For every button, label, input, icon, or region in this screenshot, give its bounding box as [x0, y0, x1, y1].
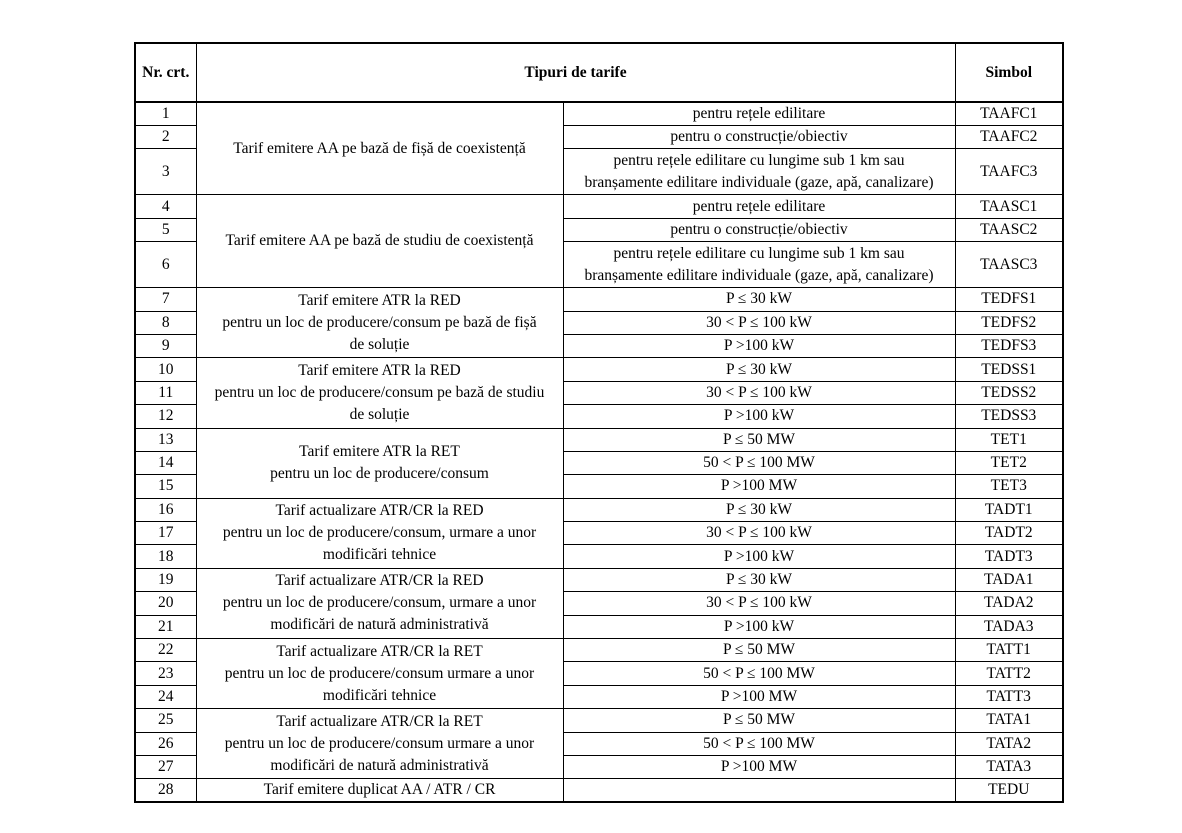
tariff-condition: [563, 779, 955, 803]
row-number: 25: [135, 709, 196, 732]
row-number: 19: [135, 568, 196, 591]
tariff-symbol: TET2: [955, 451, 1063, 474]
tariff-type-label: [196, 639, 563, 709]
tariff-condition: [563, 288, 955, 311]
tariff-symbol: TEDU: [955, 779, 1063, 803]
tariff-condition-line: P >100 MW: [720, 477, 798, 495]
tariff-symbol: TATT2: [955, 662, 1063, 685]
tariff-condition-line: P >100 kW: [723, 547, 795, 565]
tariff-type-line: modificări tehnice: [322, 546, 437, 564]
tariff-symbol: TAASC2: [955, 218, 1063, 241]
tariff-condition: [563, 545, 955, 568]
tariff-type-line: pentru un loc de producere/consum, urmare a unor: [222, 524, 537, 542]
tariff-type-line: Tarif emitere AA pe bază de fișă de coexistență: [233, 139, 526, 157]
tariff-symbol: TEDFS3: [955, 334, 1063, 357]
tariff-symbol: TEDSS1: [955, 358, 1063, 381]
tariff-type-line: Tarif actualizare ATR/CR la RED: [275, 502, 484, 520]
tariff-type-line: pentru un loc de producere/consum, urmare a unor: [222, 594, 537, 612]
header-tipuri: Tipuri de tarife: [196, 43, 955, 102]
tariff-type-line: de soluție: [349, 335, 410, 353]
tariff-type-label: [196, 709, 563, 779]
tariff-condition-line: 30 < P ≤ 100 kW: [706, 313, 812, 331]
header-simbol: Simbol: [955, 43, 1063, 102]
tariff-type-line: Tarif actualizare ATR/CR la RET: [276, 712, 483, 730]
row-number: 27: [135, 755, 196, 778]
tariff-condition-line: P ≤ 50 MW: [722, 641, 796, 659]
tariff-condition-line: P ≤ 30 kW: [725, 500, 793, 518]
tariff-condition: [563, 592, 955, 615]
tariff-condition-line: 30 < P ≤ 100 kW: [706, 594, 812, 612]
row-number: 18: [135, 545, 196, 568]
tariff-symbol: TEDFS2: [955, 311, 1063, 334]
tariff-symbol: TAAFC2: [955, 126, 1063, 149]
tariff-condition: [563, 522, 955, 545]
tariff-type-label: [196, 498, 563, 568]
row-number: 11: [135, 381, 196, 404]
tariff-condition-line: 30 < P ≤ 100 kW: [706, 383, 812, 401]
header-row: [135, 43, 1063, 102]
tariff-condition-line: P >100 kW: [723, 407, 795, 425]
tariff-symbol: TAAFC1: [955, 102, 1063, 126]
tariff-symbol: TET1: [955, 428, 1063, 451]
table-row: [135, 102, 1063, 126]
tariff-condition: [563, 195, 955, 218]
tariff-condition: [563, 451, 955, 474]
tariff-condition-line: pentru rețele edilitare: [692, 197, 826, 215]
tariff-condition: [563, 428, 955, 451]
tariff-type-line: modificări de natură administrativă: [270, 756, 489, 774]
tariff-condition-line: pentru rețele edilitare: [692, 105, 826, 122]
tariff-condition-line: 50 < P ≤ 100 MW: [703, 664, 815, 682]
tariff-condition: [563, 732, 955, 755]
table-row: [135, 498, 1063, 521]
tariff-type-label: [196, 358, 563, 428]
tariff-condition: [563, 242, 955, 288]
tariff-condition: [563, 568, 955, 591]
tariff-condition: [563, 662, 955, 685]
tariff-type-line: pentru un loc de producere/consum urmare a unor: [224, 734, 535, 752]
tariff-type-line: Tarif actualizare ATR/CR la RET: [276, 642, 483, 660]
tariff-symbol: TATA3: [955, 755, 1063, 778]
row-number: 3: [135, 149, 196, 195]
tariff-type-line: Tarif emitere ATR la RET: [299, 443, 460, 461]
tariff-condition-line: P ≤ 30 kW: [725, 571, 793, 589]
tariff-condition: [563, 755, 955, 778]
tariff-type-label: [196, 568, 563, 638]
tariff-type-line: pentru un loc de producere/consum urmare a unor: [224, 664, 535, 682]
row-number: 15: [135, 475, 196, 498]
table-row: [135, 709, 1063, 732]
row-number: 16: [135, 498, 196, 521]
tariff-symbol: TADT3: [955, 545, 1063, 568]
row-number: 24: [135, 685, 196, 708]
tariff-symbol: TADA1: [955, 568, 1063, 591]
tariff-condition-line: P >100 kW: [723, 337, 795, 355]
tariff-type-line: modificări tehnice: [322, 686, 437, 704]
tariff-symbol: TADA3: [955, 615, 1063, 638]
tariff-symbol: TATA1: [955, 709, 1063, 732]
table-row: [135, 288, 1063, 311]
tariff-condition-line: P >100 MW: [720, 688, 798, 705]
tariff-condition-line: pentru o construcție/obiectiv: [670, 128, 848, 146]
tariff-symbol: TAASC1: [955, 195, 1063, 218]
row-number: 22: [135, 639, 196, 662]
tariff-condition-line: P ≤ 30 kW: [725, 360, 793, 378]
tariff-symbol: TAASC3: [955, 242, 1063, 288]
tariff-symbol: TET3: [955, 475, 1063, 498]
tariff-condition: [563, 639, 955, 662]
tariff-symbol: TEDFS1: [955, 288, 1063, 311]
table-row: [135, 195, 1063, 218]
tariff-condition-line: pentru rețele edilitare cu lungime sub 1 km sau: [613, 244, 905, 262]
row-number: 14: [135, 451, 196, 474]
tariff-type-line: pentru un loc de producere/consum: [270, 465, 489, 483]
tariff-type-line: de soluție: [349, 405, 410, 423]
tariff-condition: [563, 498, 955, 521]
tariff-type-label: [196, 428, 563, 498]
row-number: 13: [135, 428, 196, 451]
tariff-condition: [563, 685, 955, 708]
tariff-condition: [563, 218, 955, 241]
tariff-condition-line: P >100 MW: [720, 758, 798, 776]
table-row: [135, 568, 1063, 591]
table-body: [135, 102, 1063, 802]
tariff-condition: [563, 149, 955, 195]
tariff-condition: [563, 475, 955, 498]
tariff-condition: [563, 615, 955, 638]
tariff-type-line: Tarif emitere ATR la RED: [298, 291, 461, 309]
tariff-type-line: Tarif actualizare ATR/CR la RED: [275, 572, 484, 590]
tariff-condition-line: P ≤ 30 kW: [725, 290, 793, 308]
row-number: 26: [135, 732, 196, 755]
row-number: 28: [135, 779, 196, 803]
tariff-type-line: modificări de natură administrativă: [270, 616, 489, 634]
tariff-condition-line: pentru rețele edilitare cu lungime sub 1 km sau: [613, 151, 905, 169]
tariff-symbol: TATA2: [955, 732, 1063, 755]
table-row: [135, 358, 1063, 381]
tariff-condition: [563, 709, 955, 732]
tariff-type-line: pentru un loc de producere/consum pe bază de fișă: [222, 313, 537, 331]
tariff-condition-line: branșamente edilitare individuale (gaze, apă, canalizare): [584, 173, 934, 191]
tariff-condition-line: P >100 kW: [723, 617, 795, 635]
row-number: 12: [135, 405, 196, 428]
row-number: 9: [135, 334, 196, 357]
tariff-symbol: TADT1: [955, 498, 1063, 521]
row-number: 5: [135, 218, 196, 241]
row-number: 8: [135, 311, 196, 334]
tariff-condition: [563, 311, 955, 334]
tariff-symbol: TEDSS3: [955, 405, 1063, 428]
tariff-condition: [563, 405, 955, 428]
tariff-type-line: Tarif emitere duplicat AA / ATR / CR: [263, 781, 496, 799]
table-row: [135, 639, 1063, 662]
tariff-type-label: [196, 195, 563, 288]
tariff-symbol: TAAFC3: [955, 149, 1063, 195]
row-number: 4: [135, 195, 196, 218]
tariff-type-line: Tarif emitere ATR la RED: [298, 361, 461, 379]
row-number: 2: [135, 126, 196, 149]
tariff-condition-line: 50 < P ≤ 100 MW: [703, 734, 815, 752]
tariff-condition: [563, 381, 955, 404]
tariff-symbol: TATT1: [955, 639, 1063, 662]
row-number: 1: [135, 102, 196, 126]
tariff-symbol: TATT3: [955, 685, 1063, 708]
tariff-condition-line: P ≤ 50 MW: [722, 711, 796, 729]
tariff-type-label: [196, 288, 563, 358]
tariff-condition: [563, 102, 955, 126]
row-number: 21: [135, 615, 196, 638]
tariff-type-label: [196, 102, 563, 195]
row-number: 17: [135, 522, 196, 545]
table-row: [135, 428, 1063, 451]
row-number: 7: [135, 288, 196, 311]
tariff-condition-line: branșamente edilitare individuale (gaze, apă, canalizare): [584, 266, 934, 284]
tariff-type-label: [196, 779, 563, 803]
tariff-type-line: pentru un loc de producere/consum pe bază de studiu: [214, 383, 545, 401]
tariff-condition-line: 50 < P ≤ 100 MW: [703, 454, 815, 472]
tariff-condition-line: pentru o construcție/obiectiv: [670, 220, 848, 238]
table-row: [135, 779, 1063, 803]
tariff-table: [134, 42, 1064, 803]
row-number: 23: [135, 662, 196, 685]
tariff-symbol: TEDSS2: [955, 381, 1063, 404]
row-number: 6: [135, 242, 196, 288]
tariff-condition: [563, 358, 955, 381]
tariff-symbol: TADT2: [955, 522, 1063, 545]
tariff-condition: [563, 126, 955, 149]
tariff-symbol: TADA2: [955, 592, 1063, 615]
row-number: 20: [135, 592, 196, 615]
tariff-condition: [563, 334, 955, 357]
row-number: 10: [135, 358, 196, 381]
header-nr: Nr. crt.: [135, 43, 196, 102]
tariff-type-line: Tarif emitere AA pe bază de studiu de coexistență: [225, 232, 534, 250]
tariff-condition-line: 30 < P ≤ 100 kW: [706, 524, 812, 542]
tariff-condition-line: P ≤ 50 MW: [722, 430, 796, 448]
